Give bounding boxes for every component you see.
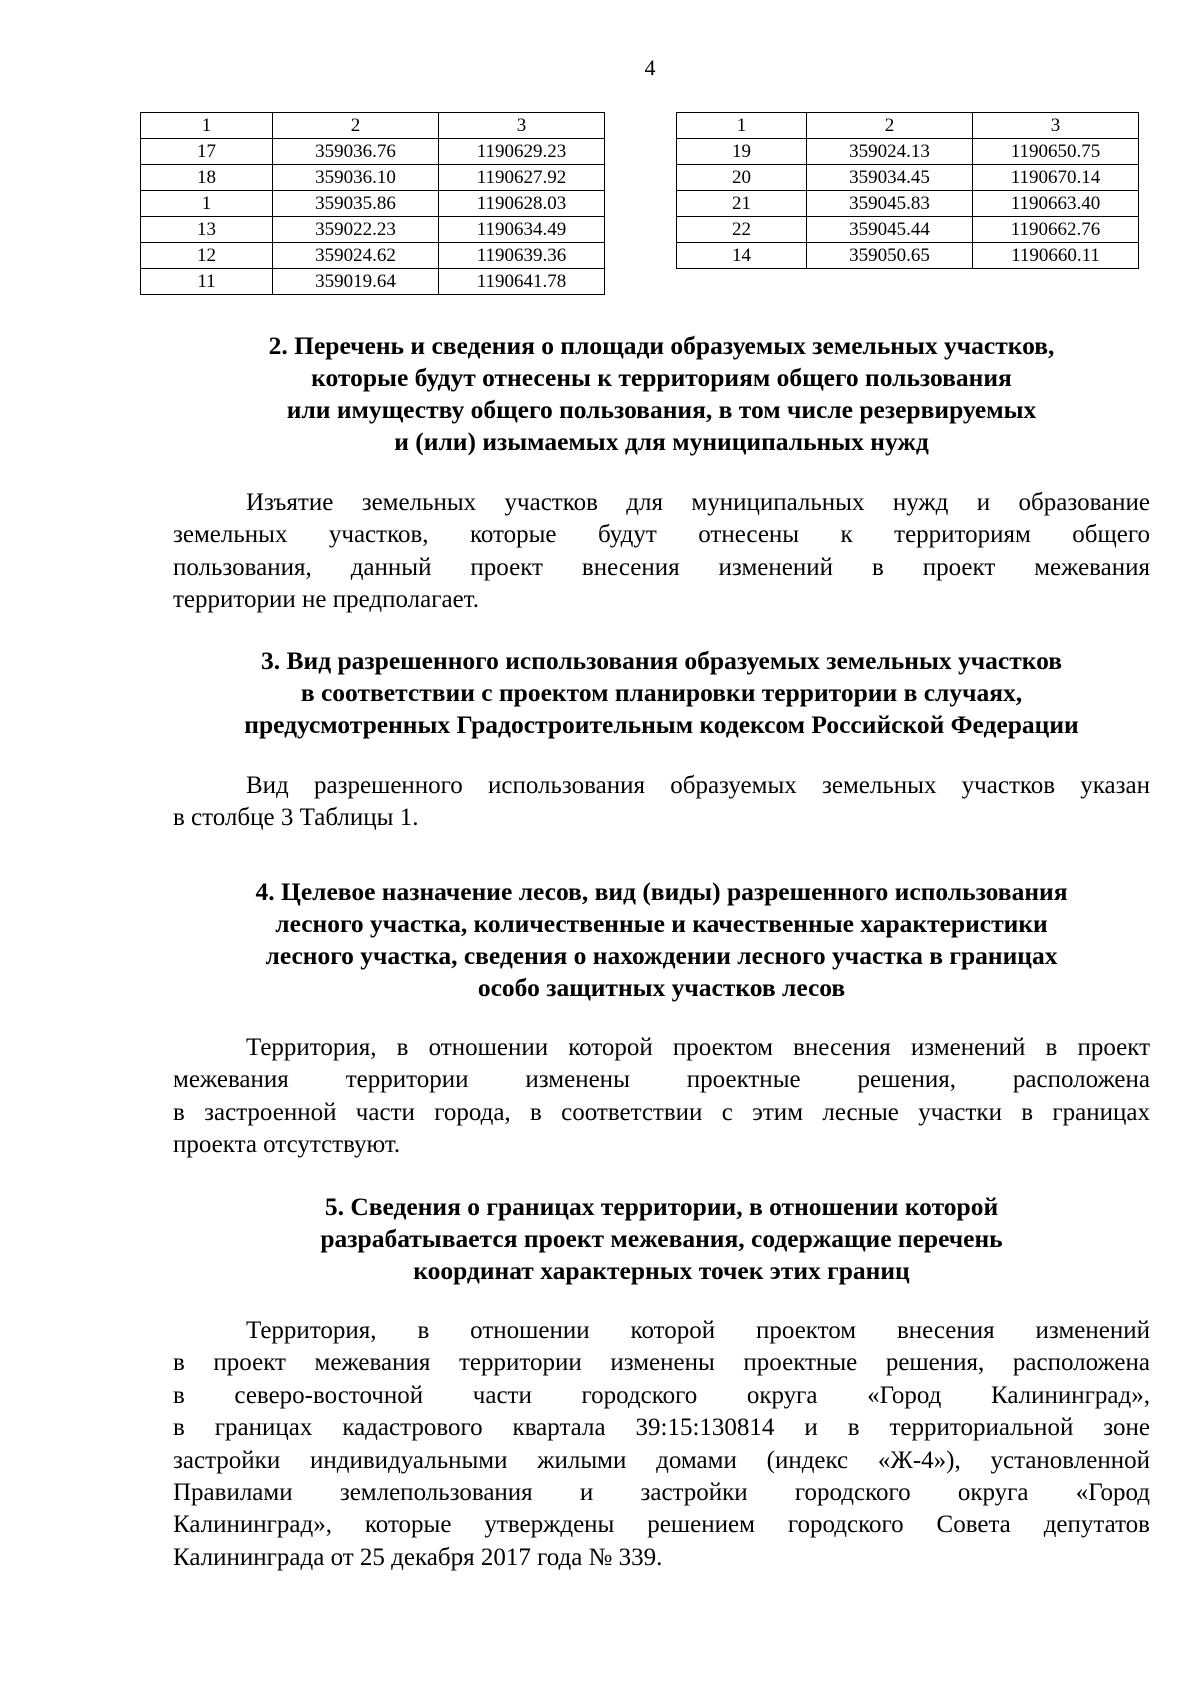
table-header-row xyxy=(677,113,1139,139)
table-cell: 359045.44 xyxy=(807,217,973,243)
paragraph-line: в северо-восточной части городского округа «Город Калининград», xyxy=(173,1381,1150,1409)
table-cell: 14 xyxy=(677,243,807,269)
section-paragraph xyxy=(173,770,1150,835)
paragraph-line: Территория, в отношении которой проектом внесения изменений xyxy=(246,1317,1150,1344)
paragraph-line: в столбце 3 Таблицы 1. xyxy=(173,804,419,832)
table-cell: 1190639.36 xyxy=(439,243,605,269)
section-paragraph xyxy=(173,487,1150,617)
coordinates-table-right xyxy=(676,112,1139,269)
heading-line: координат характерных точек этих границ xyxy=(413,1256,910,1285)
section-5 xyxy=(173,1191,1150,1287)
heading-line: 4. Целевое назначение лесов, вид (виды) разрешенного использования xyxy=(255,877,1068,906)
paragraph-line: в проект межевания территории изменены проектные решения, расположена xyxy=(173,1349,1150,1377)
heading-line: предусмотренных Градостроительным кодексом Российской Федерации xyxy=(244,710,1079,739)
table-cell: 359050.65 xyxy=(807,243,973,269)
heading-line: или имуществу общего пользования, в том числе резервируемых xyxy=(286,395,1037,424)
table-cell: 11 xyxy=(141,269,273,295)
paragraph-line: Вид разрешенного использования образуемых земельных участков указан xyxy=(246,772,1150,799)
table-row xyxy=(141,217,605,243)
table-header-row xyxy=(141,113,605,139)
table-cell: 359024.62 xyxy=(273,243,439,269)
table-header-cell: 1 xyxy=(141,113,273,139)
section-heading xyxy=(173,645,1150,741)
table-cell: 1190628.03 xyxy=(439,191,605,217)
section-4-body xyxy=(173,1032,1150,1162)
table-cell: 359036.10 xyxy=(273,165,439,191)
section-4 xyxy=(173,876,1150,1004)
heading-line: лесного участка, сведения о нахождении лесного участка в границах xyxy=(265,941,1058,970)
section-3-body xyxy=(173,770,1150,835)
table-cell: 20 xyxy=(677,165,807,191)
table-header-cell: 2 xyxy=(273,113,439,139)
paragraph-line: Калининграда от 25 декабря 2017 года № 339. xyxy=(173,1543,663,1571)
table-row xyxy=(141,191,605,217)
table-row xyxy=(677,217,1139,243)
table-header-cell: 3 xyxy=(973,113,1139,139)
paragraph-line: проекта отсутствуют. xyxy=(173,1131,401,1159)
section-heading xyxy=(173,876,1150,1004)
table-cell: 359035.86 xyxy=(273,191,439,217)
table-cell: 359024.13 xyxy=(807,139,973,165)
table-cell: 21 xyxy=(677,191,807,217)
table-cell: 17 xyxy=(141,139,273,165)
table-header-cell: 2 xyxy=(807,113,973,139)
heading-line: 3. Вид разрешенного использования образуемых земельных участков xyxy=(261,646,1062,675)
table-cell: 359019.64 xyxy=(273,269,439,295)
section-2 xyxy=(173,330,1150,458)
paragraph-line: Правилами землепользования и застройки городского округа «Город xyxy=(173,1479,1150,1507)
table-row xyxy=(141,165,605,191)
table-row xyxy=(141,243,605,269)
paragraph-line: Территория, в отношении которой проектом внесения изменений в проект xyxy=(246,1034,1150,1061)
table-cell: 359036.76 xyxy=(273,139,439,165)
table-cell: 1190650.75 xyxy=(973,139,1139,165)
table-cell: 12 xyxy=(141,243,273,269)
table-cell: 1190662.76 xyxy=(973,217,1139,243)
section-5-body xyxy=(173,1315,1150,1574)
table-cell: 1190627.92 xyxy=(439,165,605,191)
table-cell: 13 xyxy=(141,217,273,243)
coordinates-table-left xyxy=(140,112,605,295)
table-cell: 1190634.49 xyxy=(439,217,605,243)
heading-line: которые будут отнесены к территориям общего пользования xyxy=(311,363,1012,392)
section-heading xyxy=(173,330,1150,458)
page-number: 4 xyxy=(644,55,656,80)
heading-line: в соответствии с проектом планировки территории в случаях, xyxy=(300,678,1023,707)
heading-line: разрабатывается проект межевания, содержащие перечень xyxy=(320,1224,1003,1253)
paragraph-line: Калининград», которые утверждены решением городского Совета депутатов xyxy=(173,1511,1150,1539)
table-cell: 359022.23 xyxy=(273,217,439,243)
section-heading xyxy=(173,1191,1150,1287)
table-cell: 1190641.78 xyxy=(439,269,605,295)
heading-line: лесного участка, количественные и качественные характеристики xyxy=(275,909,1048,938)
table-row xyxy=(141,269,605,295)
paragraph-line: межевания территории изменены проектные решения, расположена xyxy=(173,1066,1150,1094)
paragraph-line: земельных участков, которые будут отнесены к территориям общего xyxy=(173,521,1150,549)
table-cell: 1 xyxy=(141,191,273,217)
section-paragraph xyxy=(173,1315,1150,1574)
paragraph-line: пользования, данный проект внесения изменений в проект межевания xyxy=(173,553,1150,581)
section-paragraph xyxy=(173,1032,1150,1162)
paragraph-line: в застроенной части города, в соответствии с этим лесные участки в границах xyxy=(173,1098,1150,1126)
paragraph-line: Изъятие земельных участков для муниципальных нужд и образование xyxy=(246,489,1150,516)
table-row xyxy=(677,139,1139,165)
table-cell: 22 xyxy=(677,217,807,243)
table-cell: 19 xyxy=(677,139,807,165)
paragraph-line: территории не предполагает. xyxy=(173,586,479,614)
table-row xyxy=(677,243,1139,269)
table-cell: 1190670.14 xyxy=(973,165,1139,191)
paragraph-line: застройки индивидуальными жилыми домами (индекс «Ж-4»), установленной xyxy=(173,1446,1150,1474)
heading-line: и (или) изымаемых для муниципальных нужд xyxy=(394,427,929,456)
table-cell: 1190629.23 xyxy=(439,139,605,165)
paragraph-line: в границах кадастрового квартала 39:15:130814 и в территориальной зоне xyxy=(173,1414,1150,1442)
section-3 xyxy=(173,645,1150,741)
table-row xyxy=(141,139,605,165)
table-header-cell: 1 xyxy=(677,113,807,139)
table-cell: 1190663.40 xyxy=(973,191,1139,217)
heading-line: особо защитных участков лесов xyxy=(477,973,846,1002)
section-2-body xyxy=(173,487,1150,617)
table-cell: 359034.45 xyxy=(807,165,973,191)
heading-line: 5. Сведения о границах территории, в отношении которой xyxy=(324,1192,999,1221)
heading-line: 2. Перечень и сведения о площади образуемых земельных участков, xyxy=(268,331,1055,360)
table-cell: 18 xyxy=(141,165,273,191)
table-cell: 359045.83 xyxy=(807,191,973,217)
table-cell: 1190660.11 xyxy=(973,243,1139,269)
table-header-cell: 3 xyxy=(439,113,605,139)
table-row xyxy=(677,165,1139,191)
table-row xyxy=(677,191,1139,217)
